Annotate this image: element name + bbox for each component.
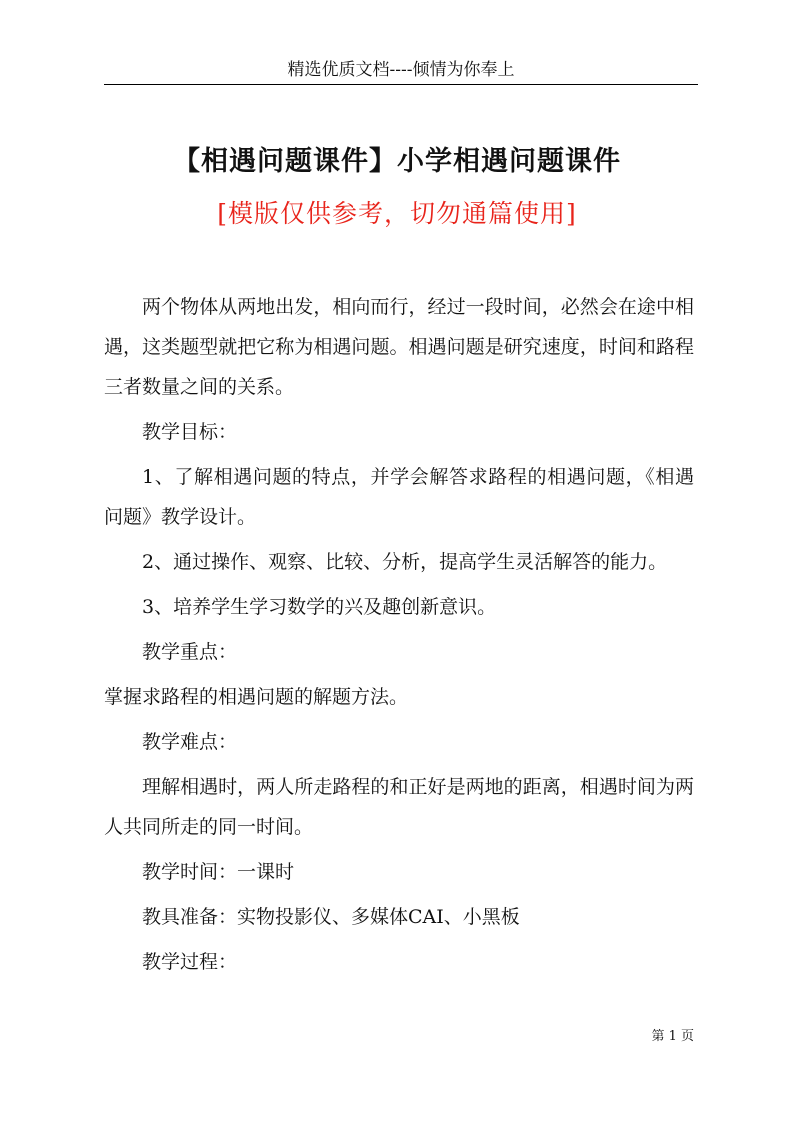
teaching-time: 教学时间：一课时 bbox=[142, 861, 295, 883]
document-body bbox=[104, 287, 694, 987]
document-subtitle: [模版仅供参考，切勿通篇使用] bbox=[217, 199, 577, 228]
heading-teaching-goals: 教学目标： bbox=[142, 421, 238, 443]
key-points-text: 掌握求路程的相遇问题的解题方法。 bbox=[104, 686, 409, 708]
heading-difficulties: 教学难点： bbox=[142, 731, 238, 753]
document-title: 【相遇问题课件】小学相遇问题课件 bbox=[173, 146, 621, 177]
goal-item-3: 3、培养学生学习数学的兴及趣创新意识。 bbox=[142, 596, 497, 618]
heading-key-points: 教学重点： bbox=[142, 641, 238, 663]
heading-teaching-process: 教学过程： bbox=[142, 951, 238, 973]
page-number: 第 1 页 bbox=[651, 1029, 694, 1044]
page-header: 精选优质文档----倾情为你奉上 bbox=[104, 56, 698, 85]
paragraph-intro: 两个物体从两地出发，相向而行，经过一段时间，必然会在途中相遇，这类题型就把它称为相遇问题。相遇问题是研究速度，时间和路程三者数量之间的关系。 bbox=[104, 296, 694, 398]
difficulties-text: 理解相遇时，两人所走路程的和正好是两地的距离，相遇时间为两人共同所走的同一时间。 bbox=[104, 776, 694, 838]
teaching-aids: 教具准备：实物投影仪、多媒体CAI、小黑板 bbox=[142, 906, 520, 928]
goal-item-2: 2、通过操作、观察、比较、分析，提高学生灵活解答的能力。 bbox=[142, 551, 668, 573]
goal-item-1: 1、了解相遇问题的特点，并学会解答求路程的相遇问题，《相遇问题》教学设计。 bbox=[104, 466, 694, 528]
